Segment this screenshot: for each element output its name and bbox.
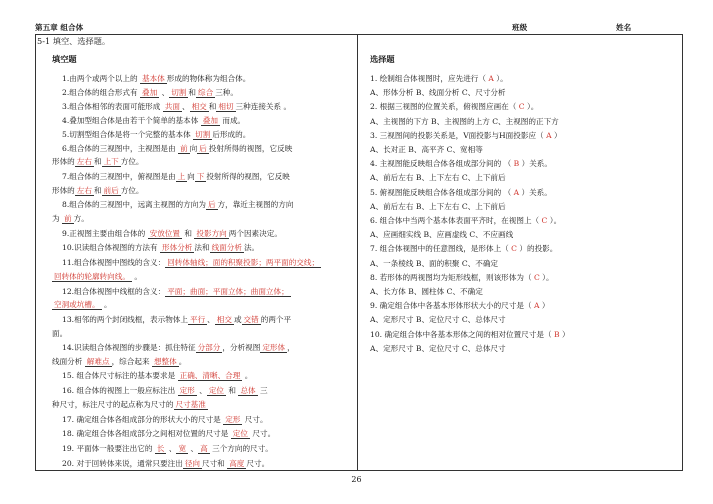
question-text: 15. 组合体尺寸标注的基本要求是 xyxy=(62,371,178,380)
choice-question xyxy=(370,329,570,340)
question-text: 。 xyxy=(131,272,142,281)
fill-question-line xyxy=(62,286,291,297)
fill-question-line xyxy=(62,385,268,396)
question-text: 两个因素决定。 xyxy=(228,229,282,238)
question-text: ）关系。 xyxy=(519,187,552,197)
question-text: ） xyxy=(559,329,570,339)
question-text: A、前后左右 B、上下左右 C、上下前后 xyxy=(370,201,506,211)
question-text: 尺寸。 xyxy=(249,429,276,438)
question-text: 12.组合体视图中线框的含义： xyxy=(62,287,166,296)
question-text: 5.切割型组合体是将一个完整的基本体 xyxy=(62,130,194,139)
question-text: 8.组合体的三视图中，远离主视图的方向为 xyxy=(62,200,206,209)
answer-blank: 长 xyxy=(156,444,165,453)
question-text: ） xyxy=(551,130,562,140)
question-text: 尺寸和 xyxy=(202,459,228,468)
question-text: ） xyxy=(539,301,550,311)
answer-blank: 形体分析 xyxy=(162,243,193,252)
question-text: 。 xyxy=(101,300,112,309)
answer-blank: 相交 xyxy=(191,102,207,111)
question-text: 种尺寸，标注尺寸的起点称为尺寸的 xyxy=(52,400,174,409)
question-text: 、 xyxy=(166,444,177,453)
answer-blank: 共面 xyxy=(164,102,180,111)
question-text: A、定形尺寸 B、定位尺寸 C、总体尺寸 xyxy=(370,315,506,325)
question-text: 和 xyxy=(208,102,217,111)
question-text: 或 xyxy=(233,315,242,324)
question-text: 10. 确定组合体中各基本形体之间的相对位置尺寸是（ xyxy=(370,329,554,339)
choice-answer: C xyxy=(511,244,517,254)
column-divider xyxy=(357,34,358,471)
answer-blank: 尺寸基准 xyxy=(175,400,206,409)
fill-question-line xyxy=(62,228,282,239)
choice-answer: C xyxy=(533,272,540,282)
answer-blank: 上下 xyxy=(103,157,119,166)
answer-blank: 回转体轴线；面的积聚投影；两平面的交线； xyxy=(167,258,320,267)
answer-blank: 总体 xyxy=(240,386,256,395)
question-text: 11.组合体视图中图线的含义： xyxy=(62,258,166,267)
fill-question-line xyxy=(62,199,293,210)
page-number: 26 xyxy=(351,475,362,484)
question-text: 19. 平面体一般要注出它的 xyxy=(62,444,155,453)
question-text: ）关系。 xyxy=(519,159,552,169)
fill-question-line xyxy=(52,356,186,367)
question-text: 、 xyxy=(159,88,170,97)
choice-options xyxy=(370,258,498,269)
fill-question-line xyxy=(62,115,245,126)
choice-answer: A xyxy=(513,187,520,197)
question-text: 方位。 xyxy=(120,186,144,195)
question-text: ）。 xyxy=(547,216,562,225)
question-text: 4. 主视图能反映组合体各组成部分间的 （ xyxy=(370,159,514,169)
choice-question xyxy=(370,243,557,254)
answer-blank: 前后 xyxy=(103,186,119,195)
choice-answer: B xyxy=(553,329,560,339)
answer-blank: 基本体 xyxy=(142,74,165,83)
name-label: 姓名 xyxy=(616,23,632,32)
choice-question xyxy=(370,73,508,84)
fill-question-line xyxy=(52,271,142,282)
fill-question-line xyxy=(62,370,252,381)
answer-blank: 综合 xyxy=(198,88,214,97)
question-text: 10.识读组合体视图的方法有 xyxy=(62,243,161,252)
question-text: 3.组合体相邻的表面可能形成 xyxy=(62,102,163,111)
question-text: 法。 xyxy=(243,243,260,252)
question-text: 面。 xyxy=(52,329,68,338)
question-text: A、长方体 B、圆柱体 C、不确定 xyxy=(370,287,483,296)
answer-blank: 后 xyxy=(207,200,216,209)
question-text: 2.组合体的组合形式有 xyxy=(62,88,141,97)
fill-question-line xyxy=(52,299,112,310)
question-text: 1. 绘制组合体视图时，应先进行（ xyxy=(370,74,489,83)
answer-blank: 高度 xyxy=(229,459,245,468)
question-text: 1.由两个或两个以上的 xyxy=(62,74,141,83)
answer-blank: 前 xyxy=(179,144,188,153)
answer-blank: 分部分 xyxy=(197,343,221,352)
question-text: ）。 xyxy=(539,272,554,282)
answer-blank: 叠加 xyxy=(202,116,218,125)
answer-blank: 空洞或坑槽。 xyxy=(54,300,100,309)
choice-question xyxy=(370,215,561,226)
class-label: 班级 xyxy=(512,23,528,32)
question-text: 方位。 xyxy=(120,157,144,166)
fill-question-line xyxy=(62,129,250,140)
choice-options xyxy=(370,201,506,212)
question-text: 投射所得的视图，它反映 xyxy=(208,144,293,153)
choice-options xyxy=(370,116,559,127)
fill-question-line xyxy=(62,73,250,84)
question-text: 形体的 xyxy=(52,186,75,195)
question-text: 16. 组合体的视图上一般应标注出 xyxy=(62,386,178,395)
question-text: 9.正视图主要由组合体的 xyxy=(62,229,148,238)
question-text: 17. 确定组合体各组成部分的形状大小的尺寸是 xyxy=(62,415,224,424)
answer-blank: 投影方向 xyxy=(196,229,227,238)
question-text: 尺寸。 xyxy=(246,459,270,468)
answer-blank: 相交 xyxy=(216,315,232,324)
choice-question xyxy=(370,272,554,283)
question-text: ）的投影。 xyxy=(516,244,558,254)
choice-question xyxy=(370,158,552,169)
answer-blank: 切割 xyxy=(171,88,187,97)
fill-question-line xyxy=(62,87,238,98)
question-text: 20. 对于回转体来说，通常只要注出 xyxy=(62,459,183,468)
question-text: 和 xyxy=(93,186,102,195)
question-text: ）。 xyxy=(493,74,508,83)
fill-question-line xyxy=(62,314,291,325)
question-text: 形成的物体称为组合体。 xyxy=(166,74,251,83)
answer-blank: 定位 xyxy=(232,429,248,438)
fill-question-line xyxy=(62,101,291,112)
question-text: 、 xyxy=(181,102,190,111)
question-text: 和 xyxy=(226,386,239,395)
question-text: 4.叠加型组合体是由若干个简单的基本体 xyxy=(62,116,201,125)
question-text: 和 xyxy=(93,157,102,166)
question-text: 。 xyxy=(242,371,253,380)
answer-blank: 平面；曲面；平面立体；曲面立体； xyxy=(167,287,289,296)
question-text: 方。 xyxy=(73,214,89,223)
fill-question-line xyxy=(62,428,275,439)
question-text: A、形体分析 B、线面分析 C、尺寸分析 xyxy=(370,88,506,98)
answer-blank: 定形 xyxy=(179,386,195,395)
question-text: 的两个平 xyxy=(260,315,292,324)
answer-blank: 左右 xyxy=(76,157,92,166)
question-text: 向 xyxy=(189,144,198,153)
choice-title: 选择题 xyxy=(370,54,395,64)
choice-question xyxy=(370,187,552,198)
question-text: ， xyxy=(287,343,295,352)
question-text: 、 xyxy=(188,444,199,453)
question-text: ）。 xyxy=(524,102,539,112)
fill-question-line xyxy=(52,156,144,167)
chapter-title: 第五章 组合体 xyxy=(35,23,84,32)
choice-answer: C xyxy=(541,216,548,225)
question-text: A、一条棱线 B、面的积聚 C、不确定 xyxy=(370,258,499,268)
answer-blank: 定形 xyxy=(225,415,241,424)
question-text: 9. 确定组合体中各基本形体形状大小的尺寸是（ xyxy=(370,301,534,311)
question-text: 后形成的。 xyxy=(212,130,251,139)
question-text: 、 xyxy=(207,315,215,324)
answer-blank: 宽 xyxy=(178,444,187,453)
choice-question xyxy=(370,300,549,311)
question-text: 13.相邻的两个封闭线框，表示物体上 xyxy=(62,315,188,324)
question-text: 法和 xyxy=(194,243,210,252)
answer-blank: 平行 xyxy=(189,315,206,324)
question-text: 三 xyxy=(257,386,268,395)
choice-question xyxy=(370,130,562,141)
choice-options xyxy=(370,343,506,354)
question-text: A、前后左右 B、上下左右 C、上下前后 xyxy=(370,173,506,183)
fill-question-line xyxy=(52,328,67,339)
fill-question-line xyxy=(62,242,259,253)
fill-question-line xyxy=(62,458,269,469)
fill-question-line xyxy=(52,213,89,224)
answer-blank: 定形体 xyxy=(262,343,286,352)
question-text: ，综合起来 xyxy=(111,357,152,366)
question-text: 而成。 xyxy=(219,116,246,125)
answer-blank: 高 xyxy=(200,444,208,453)
answer-blank: 切割 xyxy=(195,130,211,139)
choice-answer: A xyxy=(488,74,494,83)
question-text: 、 xyxy=(196,386,207,395)
section-title: 5-1 填空、选择题。 xyxy=(37,36,111,46)
answer-blank: 定位 xyxy=(208,386,225,395)
answer-blank: 后 xyxy=(199,144,207,153)
answer-blank: 相切 xyxy=(218,102,234,111)
question-text: 尺寸。 xyxy=(242,415,268,424)
question-text: 14.识读组合体视图的步骤是：抓住特征 xyxy=(62,343,196,352)
answer-blank: 解难点 xyxy=(86,357,110,366)
question-text: 形体的 xyxy=(52,157,75,166)
question-text: A、主视图的下方 B、主视图的上方 C、主视图的正下方 xyxy=(370,116,559,126)
choice-options xyxy=(370,87,506,98)
question-text: 三种连接关系 。 xyxy=(235,102,292,111)
answer-blank: 径向 xyxy=(184,459,200,468)
question-text: 三种。 xyxy=(215,88,238,97)
question-text: 和 xyxy=(181,229,195,238)
answer-blank: 交错 xyxy=(243,315,259,324)
question-text: 3. 三视图间的投影关系是，V面投影与H面投影应（ xyxy=(370,130,547,140)
fill-question-line xyxy=(52,185,144,196)
answer-blank: 前 xyxy=(64,214,72,223)
question-text: 7. 组合体视图中的任意图线，是形体上（ xyxy=(370,244,512,254)
question-text: 6. 组合体中当两个基本体表面平齐时，在视图上（ xyxy=(370,216,542,225)
fill-question-line xyxy=(62,443,273,454)
question-text: 三个方向的尺寸。 xyxy=(209,444,273,453)
question-text: 2. 根据三视图的位置关系，俯视图应画在（ xyxy=(370,102,519,112)
choice-options xyxy=(370,314,506,325)
question-text: 和 xyxy=(188,88,196,97)
question-text: 8. 若形体的两视图均为矩形线框，则该形体为（ xyxy=(370,272,534,282)
question-text: 5. 俯视图能反映组合体各组成部分间的 （ xyxy=(370,187,514,197)
choice-answer: A xyxy=(533,301,540,311)
question-text: 向 xyxy=(187,172,195,181)
answer-blank: 安放位置 xyxy=(149,229,180,238)
choice-answer: A xyxy=(546,130,552,140)
choice-options xyxy=(370,144,483,155)
choice-question xyxy=(370,101,538,112)
fill-question-line xyxy=(62,171,290,182)
question-text: A、定形尺寸 B、定位尺寸 C、总体尺寸 xyxy=(370,343,506,353)
choice-answer: C xyxy=(518,102,525,112)
choice-options xyxy=(370,286,483,297)
question-text: 线面分析 xyxy=(52,357,85,366)
question-text: 18. 确定组合体各组成部分之间相对位置的尺寸是 xyxy=(62,429,231,438)
answer-blank: 左右 xyxy=(76,186,92,195)
answer-blank: 想整体 xyxy=(153,357,177,366)
fill-question-line xyxy=(52,399,208,410)
choice-options xyxy=(370,229,513,240)
answer-blank: 正确、清晰、合理 xyxy=(179,371,241,380)
choice-answer: B xyxy=(513,159,520,169)
question-text: 7.组合体的三视图中，俯视图是由 xyxy=(62,172,176,181)
fill-question-line xyxy=(62,342,295,353)
question-text: 6.组合体的三视图中，主视图是由 xyxy=(62,144,178,153)
choice-options xyxy=(370,172,506,183)
question-text: 。 xyxy=(178,357,187,366)
fill-question-line xyxy=(62,257,321,268)
answer-blank: 上 xyxy=(177,172,186,181)
answer-blank: 叠加 xyxy=(142,88,158,97)
answer-blank: 下 xyxy=(196,172,205,181)
question-text: A、长对正 B、高平齐 C、宽相等 xyxy=(370,145,483,154)
fill-in-title: 填空题 xyxy=(52,54,77,64)
fill-question-line xyxy=(62,414,268,425)
question-text: 投射所得的视图，它反映 xyxy=(206,172,290,181)
question-text: ，分析视图 xyxy=(222,343,261,352)
fill-question-line xyxy=(62,143,292,154)
question-text: 方，靠近主视图的方向 xyxy=(217,200,294,209)
question-text: A、应画细实线 B、应画虚线 C、不应画线 xyxy=(370,230,514,240)
question-text: 为 xyxy=(52,214,63,223)
answer-blank: 线面分析 xyxy=(211,243,242,252)
answer-blank: 回转体的轮廓转向线。 xyxy=(54,272,130,281)
